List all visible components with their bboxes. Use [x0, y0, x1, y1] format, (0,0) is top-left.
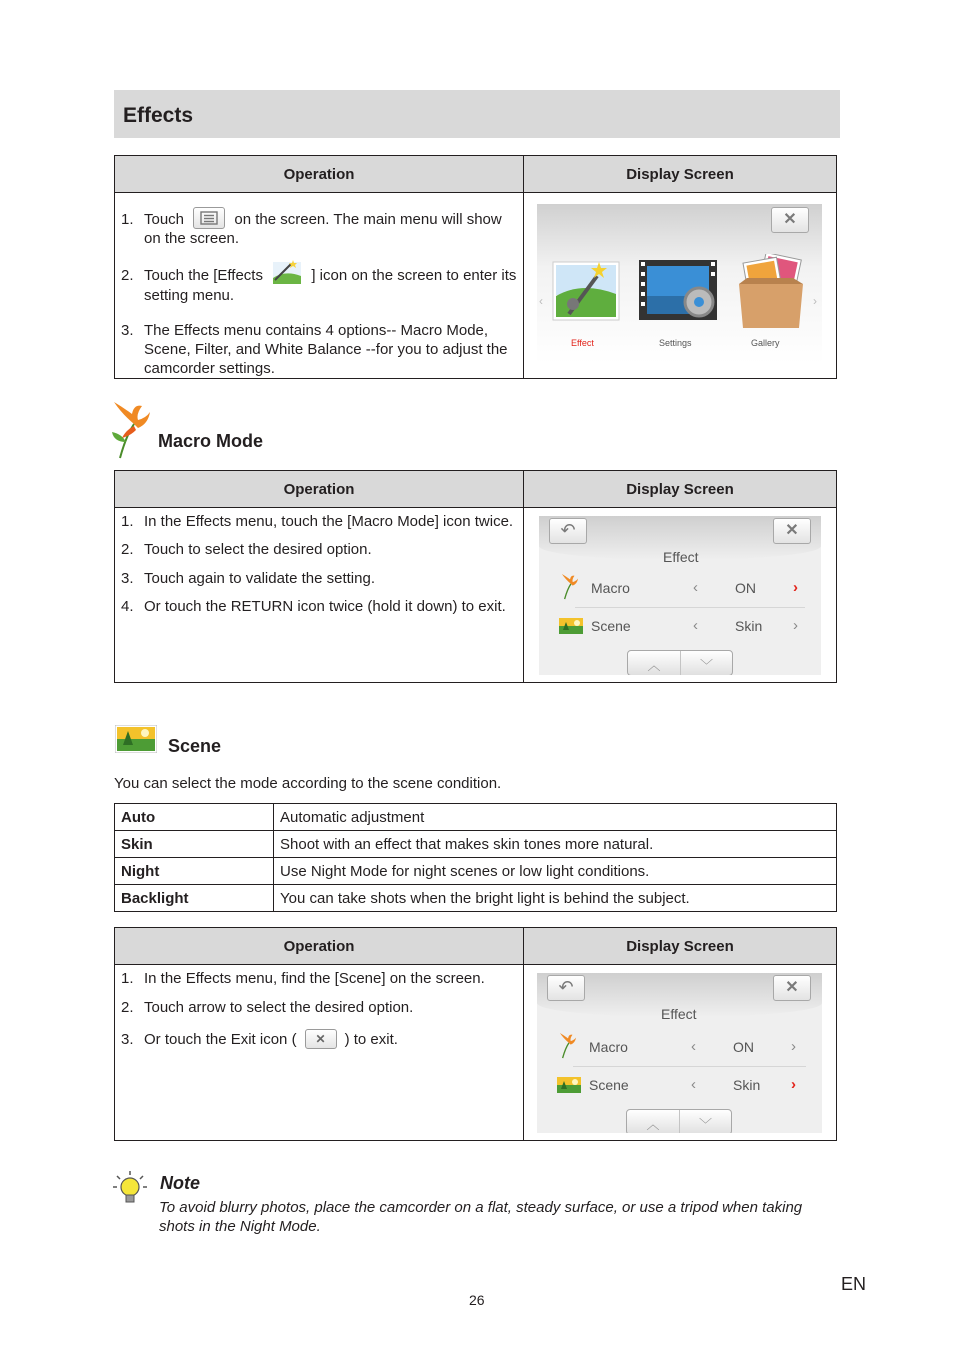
scene-modes-table	[114, 803, 837, 912]
scene-intro: You can select the mode according to the scene condition.	[114, 775, 502, 792]
scene-operation-table	[114, 927, 837, 1141]
col-display-header: Display Screen	[524, 471, 837, 508]
menu-label-effect: Effect	[571, 338, 594, 348]
scroll-up-down-control[interactable]	[627, 650, 733, 675]
scene-label: Scene	[589, 1077, 629, 1093]
landscape-icon	[557, 1077, 581, 1096]
effect-menu-icon[interactable]	[547, 256, 625, 326]
scroll-up-icon[interactable]: ︿	[646, 1117, 660, 1132]
scene-value: Skin	[735, 618, 763, 634]
landscape-icon	[559, 618, 583, 637]
page-number: 26	[469, 1292, 485, 1308]
menu-icon	[193, 207, 225, 229]
macro-next-arrow[interactable]: ›	[793, 579, 798, 596]
note-title: Note	[160, 1173, 200, 1193]
scroll-down-icon[interactable]: ﹀	[679, 1110, 731, 1133]
macro-label: Macro	[591, 580, 630, 596]
scene-next-arrow[interactable]: ›	[791, 1076, 796, 1093]
scroll-left-icon[interactable]: ‹	[539, 294, 543, 308]
effects-icon	[271, 258, 303, 286]
step-2: 2. Touch to select the desired option.	[121, 541, 372, 558]
table-row: Backlight You can take shots when the bright light is behind the subject.	[115, 885, 837, 912]
return-icon[interactable]: ↶	[549, 518, 587, 544]
step-4: 4. Or touch the RETURN icon twice (hold it down) to exit.	[121, 598, 506, 615]
close-icon[interactable]: ✕	[773, 518, 811, 544]
scroll-down-icon[interactable]: ﹀	[680, 651, 732, 675]
macro-next-arrow[interactable]: ›	[791, 1038, 796, 1055]
gallery-menu-icon[interactable]	[733, 254, 813, 330]
macro-row[interactable]	[555, 570, 809, 606]
main-menu-screen	[537, 204, 822, 363]
scene-heading: Scene	[168, 736, 222, 756]
screen-title: Effect	[663, 549, 699, 565]
scroll-up-down-control[interactable]	[626, 1109, 732, 1133]
close-icon[interactable]: ✕	[773, 975, 811, 1001]
col-operation-header: Operation	[115, 156, 524, 193]
landscape-icon	[115, 725, 157, 753]
step-3: 3. Or touch the Exit icon ( ✕ ) to exit.	[121, 1030, 517, 1049]
menu-label-gallery: Gallery	[751, 338, 780, 348]
macro-operation-table	[114, 470, 837, 683]
step-1: 1. In the Effects menu, find the [Scene] on the screen.	[121, 970, 485, 987]
col-display-header: Display Screen	[524, 928, 837, 965]
step-2: 2. Touch the [Effects ] icon on the screen to enter its setting menu.	[121, 266, 517, 305]
macro-prev-arrow[interactable]: ‹	[691, 1038, 696, 1055]
exit-icon: ✕	[305, 1029, 337, 1049]
note-text: To avoid blurry photos, place the camcorder on a flat, steady surface, or use a tripod when taking shots in the Night Mode.	[159, 1199, 803, 1235]
flower-icon	[561, 574, 579, 603]
scene-next-arrow[interactable]: ›	[793, 617, 798, 634]
scene-settings-screen	[537, 973, 822, 1133]
col-display-header: Display Screen	[524, 156, 837, 193]
step-3: 3. Touch again to validate the setting.	[121, 570, 375, 587]
col-operation-header: Operation	[115, 471, 524, 508]
language-code: EN	[841, 1274, 867, 1294]
flower-icon	[559, 1033, 577, 1062]
section-title: Effects	[123, 104, 194, 127]
step-2: 2. Touch arrow to select the desired option.	[121, 999, 414, 1016]
scene-row[interactable]	[555, 608, 809, 644]
settings-menu-icon[interactable]	[637, 256, 721, 328]
scene-prev-arrow[interactable]: ‹	[693, 617, 698, 634]
scroll-right-icon[interactable]: ›	[813, 294, 817, 308]
macro-label: Macro	[589, 1039, 628, 1055]
scene-value: Skin	[733, 1077, 761, 1093]
macro-value: ON	[733, 1039, 754, 1055]
scene-label: Scene	[591, 618, 631, 634]
col-operation-header: Operation	[115, 928, 524, 965]
section-header	[114, 90, 840, 138]
scene-prev-arrow[interactable]: ‹	[691, 1076, 696, 1093]
step-1: 1. In the Effects menu, touch the [Macro Mode] icon twice.	[121, 513, 514, 530]
table-row: Auto Automatic adjustment	[115, 804, 837, 831]
menu-label-settings: Settings	[659, 338, 692, 348]
close-icon[interactable]: ✕	[771, 207, 809, 233]
step-1: 1. Touch on the screen. The main menu will show on the screen.	[121, 210, 517, 248]
effects-operation-table	[114, 155, 837, 379]
step-3: 3. The Effects menu contains 4 options-- Macro Mode, Scene, Filter, and White Balance --for you to adjust the camcorder settings.	[121, 322, 508, 378]
macro-heading: Macro Mode	[158, 431, 264, 451]
return-icon[interactable]: ↶	[547, 975, 585, 1001]
screen-title: Effect	[661, 1006, 697, 1022]
macro-row[interactable]	[553, 1029, 807, 1065]
scene-row[interactable]	[553, 1067, 807, 1103]
macro-settings-screen	[539, 516, 821, 675]
scroll-up-icon[interactable]: ︿	[647, 658, 661, 673]
table-row: Night Use Night Mode for night scenes or low light conditions.	[115, 858, 837, 885]
macro-value: ON	[735, 580, 756, 596]
table-row: Skin Shoot with an effect that makes skin tones more natural.	[115, 831, 837, 858]
macro-prev-arrow[interactable]: ‹	[693, 579, 698, 596]
lightbulb-icon	[112, 1170, 148, 1206]
flower-icon	[112, 402, 152, 460]
